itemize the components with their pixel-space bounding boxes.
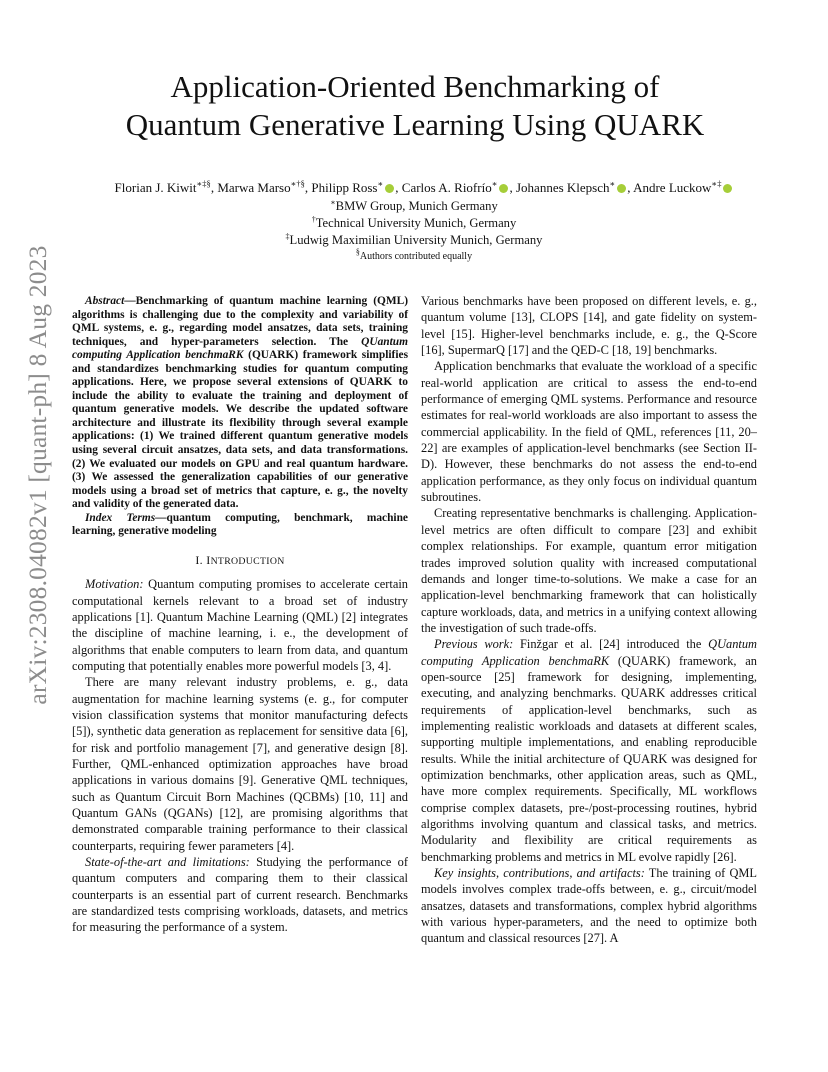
paragraph: Previous work: Finžgar et al. [24] introduced the QUantum computing Application benchmaRK (QUARK) framework, an open-source [25] framework for designing, implementing, executing, and analyzing benchmarks. QUARK addresses critical requirements of application-level benchmarks, such as implementing realistic workloads and datasets at different scales, supporting multiple implementations, and enabling reproducible results. While the initial architecture of QUARK was designed for optimization benchmarks, other application areas, such as QML, have more complex requirements. Specifically, ML workflows comprise complex datasets, pre-/post-processing routines, hybrid algorithms involving quantum and classical tasks, and metrics. Modularity and flexibility are critical requirements as benchmarking problems and metrics in ML evolve rapidly [26].	[421, 637, 757, 864]
affiliation: ∗BMW Group, Munich Germany	[330, 197, 498, 213]
paragraph: There are many relevant industry problems, e. g., data augmentation for machine learning systems (e. g., for computer vision classification systems that monitor manufacturing defects [5]), synthetic data generation as replacement for sensitive data [6], for risk and portfolio management [7], and generative design [8]. Further, QML-enhanced optimization approaches have broad applications in various domains [9]. Generative QML techniques, such as Quantum Circuit Born Machines (QCBMs) [10, 11] and Quantum GANs (QGANs) [12], are promising algorithms that demonstrated comparable training performance to their classical counterparts, requiring fewer parameters [4].	[72, 675, 408, 853]
orcid-icon[interactable]	[723, 184, 732, 193]
orcid-icon[interactable]	[499, 184, 508, 193]
author: Florian J. Kiwit∗‡§	[114, 178, 211, 195]
paragraph: Key insights, contributions, and artifacts: The training of QML models involves complex trade-offs between, e. g., circuit/model ansatzes, datasets and transformations, complex hybrid algorithms with various hyper-parameters, and the need to optimize both quantum and classical resources [27]. A	[421, 866, 757, 946]
paragraph: State-of-the-art and limitations: Studying the performance of quantum computers and comparing them to their classical counterparts is an essential part of current research. Benchmarks are standardized tests comprising workloads, datasets, and metrics for measuring the performance of a system.	[72, 855, 409, 935]
orcid-icon[interactable]	[617, 184, 626, 193]
abstract: Abstract—Benchmarking of quantum machine learning (QML) algorithms is challenging due to the complexity and variability of QML systems, e. g., regarding model ansatzes, data sets, training techniques, and hyper-parameters selection. The QUantum computing Application benchmaRK (QUARK) framework simplifies and standardizes benchmarking studies for quantum computing applications. Here, we propose several extensions of QUARK to include the ability to evaluate the training and deployment of quantum generative models. We describe the updated software architecture and illustrate its flexibility through several example applications: (1) We trained different quantum generative models using several circuit ansatzes, data sets, and data transformations. (2) We evaluated our models on GPU and real quantum hardware. (3) We assessed the generalization capabilities of our generative models using a broad set of metrics that capture, e. g., the novelty and validity of the generated data.	[72, 295, 409, 511]
title-line-1: Application-Oriented Benchmarking of	[170, 69, 660, 104]
orcid-icon[interactable]	[385, 184, 394, 193]
section-heading: I. INTRODUCTION	[195, 552, 285, 567]
affiliation: ‡Ludwig Maximilian University Munich, Germany	[285, 231, 543, 247]
author-list: Florian J. Kiwit∗‡§, Marwa Marso∗†§, Philipp Ross∗ , Carlos A. Riofrío∗ , Johannes Klepsch∗ , Andre Luckow∗‡	[40, 179, 808, 196]
arxiv-identifier: arXiv:2308.04082v1 [quant-ph] 8 Aug 2023	[23, 245, 52, 705]
paragraph: Motivation: Quantum computing promises to accelerate certain computational kernels relevant to a broad set of industry applications [1]. Quantum Machine Learning (QML) [2] integrates the discipline of machine learning, i. e., the development of algorithms that enable computers to learn from data, and quantum computing that potentially enables more powerful models [3, 4].	[72, 577, 408, 673]
author: Andre Luckow∗‡	[633, 180, 733, 195]
author: Philipp Ross∗	[311, 180, 395, 195]
index-terms: Index Terms—quantum computing, benchmark, machine learning, generative modeling	[72, 511, 408, 538]
paragraph: Application benchmarks that evaluate the workload of a specific real-world application are critical to assess the end-to-end performance of emerging QML systems. Performance and resource estimates for real-world workloads are also important to assess the commercial applicability. In the field of QML, references [11, 20–22] are examples of application-level benchmarks (see Section II-D). However, these benchmarks do not assess the end-to-end application performance, as they only focus on individual quantum subroutines.	[421, 359, 757, 505]
right-column	[421, 293, 757, 947]
left-column	[72, 295, 408, 936]
paragraph: Various benchmarks have been proposed on different levels, e. g., quantum volume [13], CLOPS [14], and gate fidelity on system-level [15]. Higher-level benchmarks include, e. g., the Q-Score [16], SupermarQ [17] and the QED-C [18, 19] benchmarks.	[421, 294, 757, 358]
author: Marwa Marso∗†§	[217, 178, 305, 195]
paper-title	[90, 68, 740, 144]
affiliation: †Technical University Munich, Germany	[311, 214, 517, 230]
author: Carlos A. Riofrío∗	[402, 180, 510, 195]
affiliation-note: §Authors contributed equally	[355, 247, 473, 262]
title-line-2: Quantum Generative Learning Using QUARK	[125, 107, 705, 142]
arxiv-sidebar	[10, 245, 66, 705]
author: Johannes Klepsch∗	[516, 180, 627, 195]
paragraph: Creating representative benchmarks is challenging. Application-level metrics are often difficult to compare [23] and exhibit complex relationships. For example, quantum error mitigation trades improved solution quality with increased computational demands and longer time-to-solutions. We make a case for an application-level benchmarking framework that can holistically capture workloads, data, and metrics in a unifying context allowing the investigation of such trade-offs.	[421, 506, 757, 635]
